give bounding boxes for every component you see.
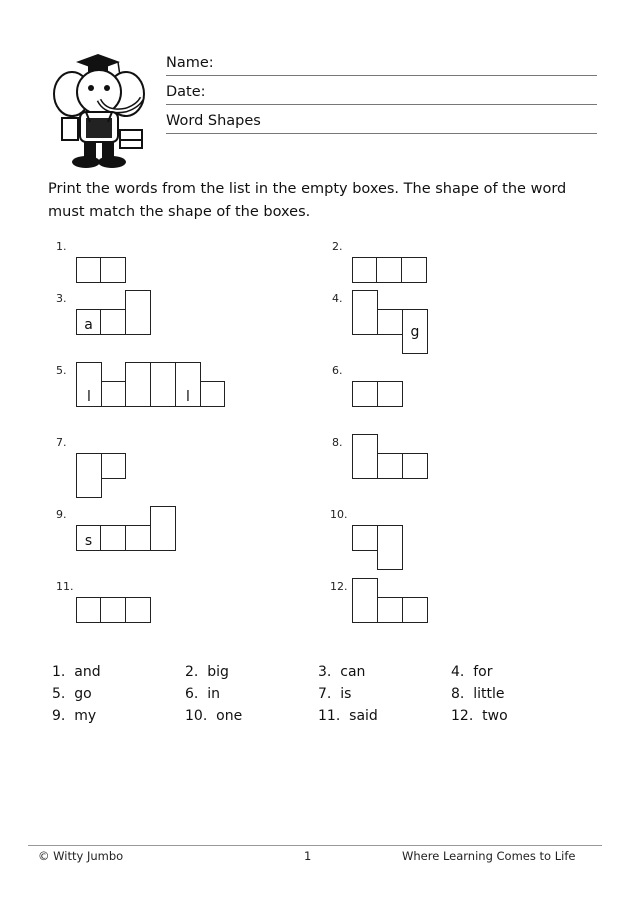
letter-box[interactable]: [100, 597, 126, 623]
letter-box[interactable]: [125, 362, 151, 407]
puzzle-number: 6.: [332, 364, 343, 377]
word-list-item: 11. said: [318, 708, 378, 724]
elephant-graduate-icon: [46, 52, 156, 170]
footer-tagline: Where Learning Comes to Life: [402, 849, 576, 863]
puzzle-number: 8.: [332, 436, 343, 449]
puzzle-number: 5.: [56, 364, 67, 377]
word-list-item: 12. two: [451, 708, 508, 724]
puzzle-number: 12.: [330, 580, 348, 593]
letter-box[interactable]: [352, 578, 378, 623]
letter-box[interactable]: a: [76, 309, 101, 335]
letter-box[interactable]: [76, 453, 102, 498]
letter-box[interactable]: [401, 257, 427, 283]
puzzle-number: 2.: [332, 240, 343, 253]
worksheet-title: Word Shapes: [166, 113, 261, 129]
puzzle-number: 3.: [56, 292, 67, 305]
letter-box[interactable]: [125, 597, 151, 623]
letter-box[interactable]: s: [76, 525, 101, 551]
word-list-item: 8. little: [451, 686, 505, 702]
letter-box[interactable]: [150, 506, 176, 551]
puzzle-number: 1.: [56, 240, 67, 253]
footer-divider: [28, 845, 602, 846]
word-list-item: 9. my: [52, 708, 97, 724]
word-list-item: 1. and: [52, 664, 101, 680]
word-list-item: 2. big: [185, 664, 229, 680]
word-list-item: 6. in: [185, 686, 221, 702]
name-label: Name:: [166, 55, 214, 71]
puzzle-number: 9.: [56, 508, 67, 521]
name-line[interactable]: [166, 75, 597, 76]
letter-box[interactable]: [125, 525, 151, 551]
letter-box[interactable]: [200, 381, 225, 407]
letter-box[interactable]: [125, 290, 151, 335]
date-label: Date:: [166, 84, 206, 100]
word-list-item: 7. is: [318, 686, 352, 702]
letter-box[interactable]: [352, 525, 378, 551]
footer-copyright: © Witty Jumbo: [38, 849, 124, 863]
puzzle-number: 4.: [332, 292, 343, 305]
letter-box[interactable]: [101, 381, 126, 407]
title-line: [166, 133, 597, 134]
puzzle-number: 10.: [330, 508, 348, 521]
letter-box[interactable]: [150, 362, 176, 407]
letter-box[interactable]: [76, 257, 101, 283]
letter-box[interactable]: [100, 525, 126, 551]
letter-box[interactable]: [377, 453, 403, 479]
word-list-item: 10. one: [185, 708, 243, 724]
letter-box[interactable]: [402, 453, 428, 479]
letter-box[interactable]: [376, 257, 402, 283]
word-list-item: 3. can: [318, 664, 366, 680]
letter-box[interactable]: [377, 309, 403, 335]
puzzle-number: 7.: [56, 436, 67, 449]
date-line[interactable]: [166, 104, 597, 105]
letter-box[interactable]: g: [402, 309, 428, 354]
letter-box[interactable]: [100, 257, 126, 283]
letter-box[interactable]: [402, 597, 428, 623]
puzzle-number: 11.: [56, 580, 74, 593]
letter-box[interactable]: [101, 453, 126, 479]
letter-box[interactable]: l: [175, 362, 201, 407]
letter-box[interactable]: [352, 257, 377, 283]
letter-box[interactable]: [352, 381, 378, 407]
letter-box[interactable]: [76, 597, 101, 623]
letter-box[interactable]: [100, 309, 126, 335]
letter-box[interactable]: [377, 597, 403, 623]
footer-page-number: 1: [304, 849, 312, 863]
letter-box[interactable]: [377, 381, 403, 407]
word-list-item: 5. go: [52, 686, 92, 702]
letter-box[interactable]: [352, 434, 378, 479]
letter-box[interactable]: l: [76, 362, 102, 407]
word-list-item: 4. for: [451, 664, 493, 680]
letter-box[interactable]: [377, 525, 403, 570]
instructions: Print the words from the list in the empty boxes. The shape of the word must match the shape of the boxes.: [48, 181, 567, 220]
letter-box[interactable]: [352, 290, 378, 335]
